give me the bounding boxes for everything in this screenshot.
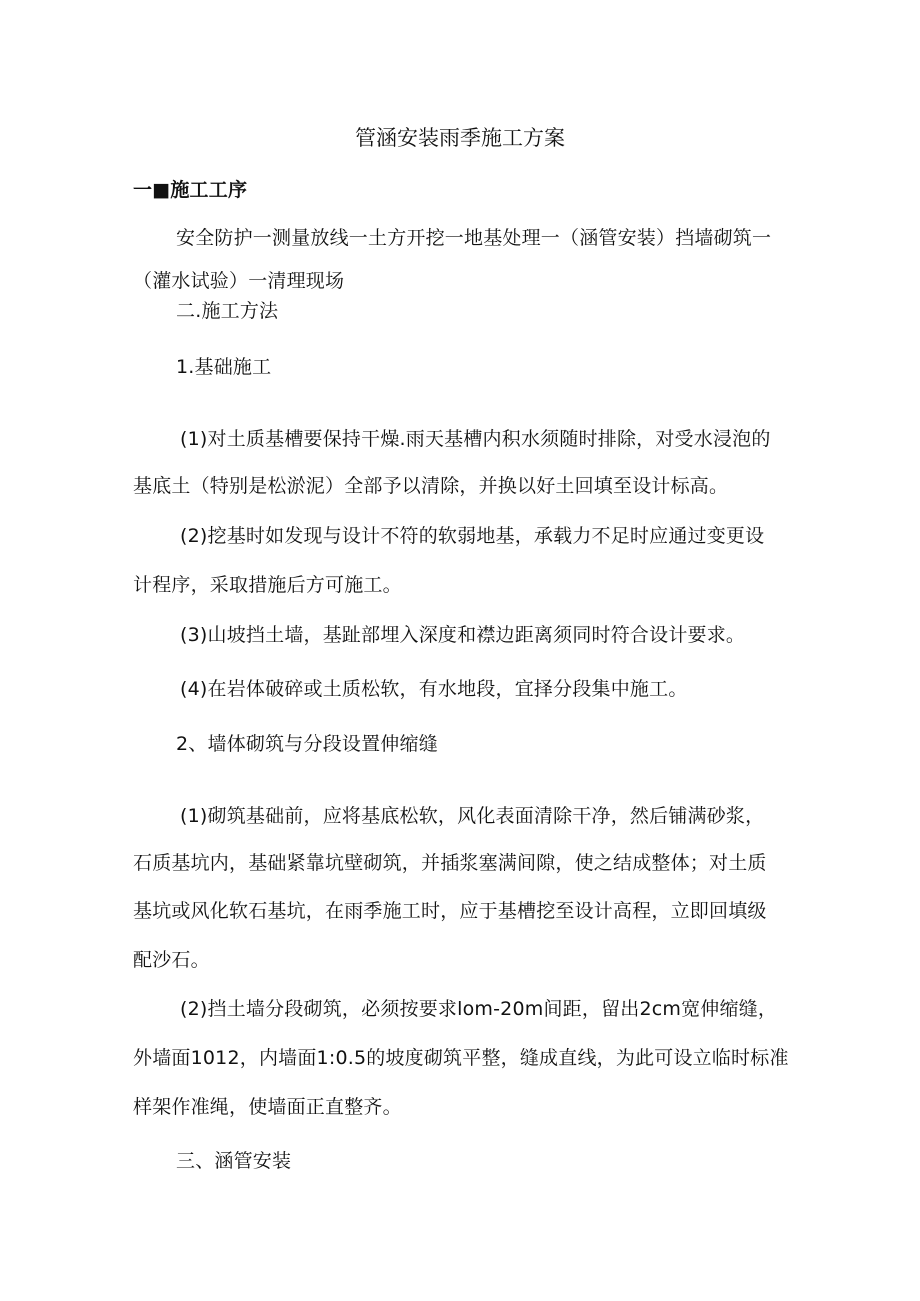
document-title: 管涵安装雨季施工方案 bbox=[355, 126, 565, 150]
process-line-1: 安全防护一测量放线一土方开挖一地基处理一（涵管安装）挡墙砌筑一 bbox=[176, 227, 772, 249]
section1-heading: 一■施工工序 bbox=[133, 179, 248, 201]
subsection-1-heading: 1.基础施工 bbox=[176, 356, 272, 378]
process-line-2: （灌水试验）一清理现场 bbox=[133, 270, 345, 292]
sub2-paragraph-2-line-2: 外墙面1012，内墙面1:0.5的坡度砌筑平整，缝成直线，为此可设立临时标准 bbox=[133, 1047, 789, 1069]
sub1-paragraph-2-line-2: 计程序，采取措施后方可施工。 bbox=[133, 574, 402, 596]
sub1-paragraph-3: (3)山坡挡土墙，基趾部埋入深度和襟边距离须同时符合设计要求。 bbox=[180, 624, 746, 646]
section3-heading: 三、涵管安装 bbox=[176, 1150, 292, 1172]
sub2-paragraph-1-line-3: 基坑或风化软石基坑，在雨季施工时，应于基槽挖至设计高程，立即回填级 bbox=[133, 900, 767, 922]
sub1-paragraph-2-line-1: (2)挖基时如发现与设计不符的软弱地基，承载力不足时应通过变更设 bbox=[180, 525, 765, 547]
sub2-paragraph-1-line-2: 石质基坑内，基础紧靠坑壁砌筑，并插浆塞满间隙，使之结成整体；对土质 bbox=[133, 852, 767, 874]
sub1-paragraph-1-line-2: 基底土（特别是松淤泥）全部予以清除，并换以好土回填至设计标高。 bbox=[133, 475, 729, 497]
sub2-paragraph-1-line-1: (1)砌筑基础前，应将基底松软，风化表面清除干净，然后铺满砂浆， bbox=[180, 805, 765, 827]
subsection-2-heading: 2、墙体砌筑与分段设置伸缩缝 bbox=[176, 733, 438, 755]
section2-heading: 二.施工方法 bbox=[176, 300, 279, 322]
sub2-paragraph-2-line-3: 样架作准绳，使墙面正直整齐。 bbox=[133, 1096, 402, 1118]
sub2-paragraph-1-line-4: 配沙石。 bbox=[133, 949, 210, 971]
sub1-paragraph-1-line-1: (1)对土质基槽要保持干燥.雨天基槽内积水须随时排除，对受水浸泡的 bbox=[180, 428, 771, 450]
sub1-paragraph-4: (4)在岩体破碎或土质松软，有水地段，宜择分段集中施工。 bbox=[180, 678, 688, 700]
sub2-paragraph-2-line-1: (2)挡土墙分段砌筑，必须按要求lom-20m间距，留出2cm宽伸缩缝， bbox=[180, 998, 778, 1020]
